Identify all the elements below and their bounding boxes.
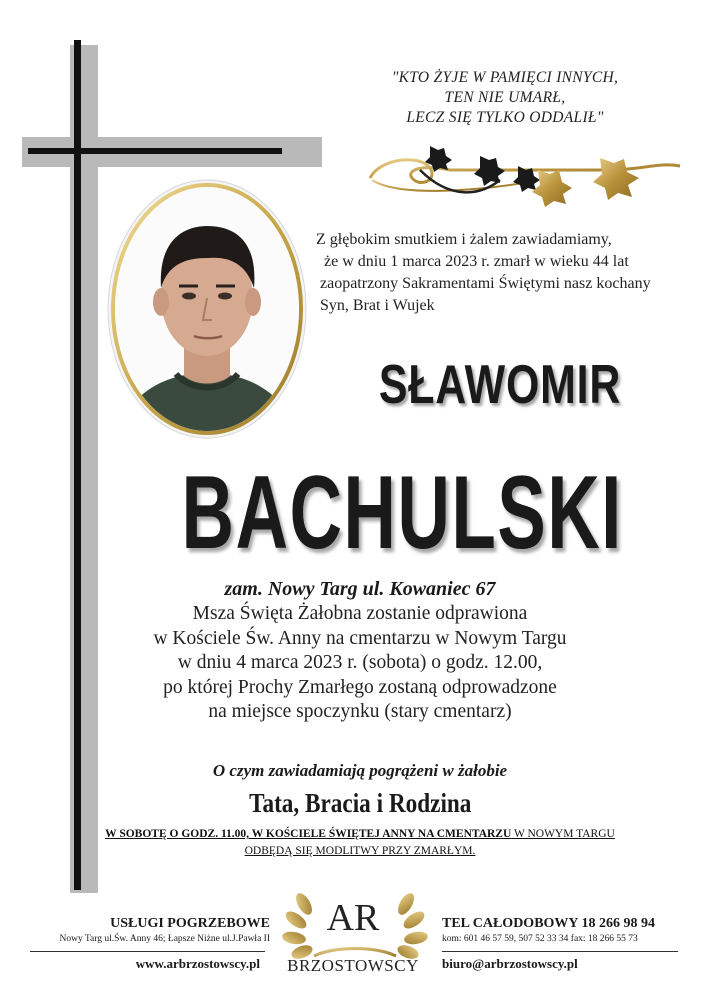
- family-text: Tata, Bracia i Rodzina: [248, 788, 472, 818]
- funeral-service-title: USŁUGI POGRZEBOWE: [110, 916, 270, 931]
- notice-line-1: [100, 826, 620, 843]
- quote-line: TEN NIE UMARŁ,: [444, 89, 566, 106]
- mass-line: na miejsce spoczynku (stary cmentarz): [208, 701, 512, 722]
- cross-vertical-bar: [74, 40, 81, 890]
- intro-line: Z głębokim smutkiem i żalem zawiadamiamy,: [316, 231, 612, 248]
- deceased-first-name: SŁAWOMIR: [378, 353, 622, 415]
- portrait-photo: [106, 178, 308, 440]
- mourners-family: [100, 786, 620, 820]
- mass-line: Msza Święta Żałobna zostanie odprawiona: [192, 603, 528, 624]
- deceased-address: zam. Nowy Targ ul. Kowaniec 67: [224, 578, 496, 600]
- mass-line: w dniu 4 marca 2023 r. (sobota) o godz. 12.00,: [177, 652, 543, 673]
- announcement-intro: [316, 229, 696, 317]
- memorial-quote: [330, 68, 680, 128]
- footer-divider-left: [30, 951, 265, 952]
- contact-numbers: kom: 601 46 57 59, 507 52 33 34 fax: 18 266 55 73: [442, 934, 638, 944]
- quote-line: LECZ SIĘ TYLKO ODDALIŁ": [406, 109, 604, 126]
- intro-line: Syn, Brat i Wujek: [320, 297, 435, 314]
- deceased-last-name: BACHULSKI: [181, 455, 623, 571]
- cross-horizontal-bar: [28, 148, 282, 154]
- mourners-intro: O czym zawiadamiają pogrążeni w żałobie: [212, 761, 508, 780]
- prayer-notice: [100, 826, 620, 860]
- logo-company-name: BRZOSTOWSCY: [287, 956, 419, 975]
- funeral-service-address: Nowy Targ ul.Św. Anny 46; Łapsze Niżne ul.J.Pawła II: [59, 934, 270, 944]
- mass-details: [100, 602, 620, 725]
- notice-rest: W NOWYM TARGU: [511, 828, 615, 840]
- intro-line: zaopatrzony Sakramentami Świętymi nasz kochany: [320, 275, 651, 292]
- footer-divider-right: [442, 951, 678, 952]
- website-link[interactable]: www.arbrzostowscy.pl: [135, 956, 260, 971]
- notice-line-2: ODBĘDĄ SIĘ MODLITWY PRZY ZMARŁYM.: [244, 845, 476, 857]
- quote-line: "KTO ŻYJE W PAMIĘCI INNYCH,: [391, 69, 619, 86]
- mass-line: po której Prochy Zmarłego zostaną odprowadzone: [163, 676, 557, 698]
- logo-monogram: AR: [326, 897, 380, 939]
- email-link[interactable]: biuro@arbrzostowscy.pl: [442, 956, 578, 971]
- notice-bold: W SOBOTĘ O GODZ. 11.00, W KOŚCIELE ŚWIĘTEJ ANNY NA CMENTARZU: [105, 828, 512, 840]
- intro-line: że w dniu 1 marca 2023 r. zmarł w wieku 44 lat: [324, 253, 629, 270]
- mass-line: w Kościele Św. Anny na cmentarzu w Nowym Targu: [153, 627, 567, 649]
- phone-24h: TEL CAŁODOBOWY 18 266 98 94: [442, 916, 656, 931]
- grapevine-ornament: [360, 140, 700, 210]
